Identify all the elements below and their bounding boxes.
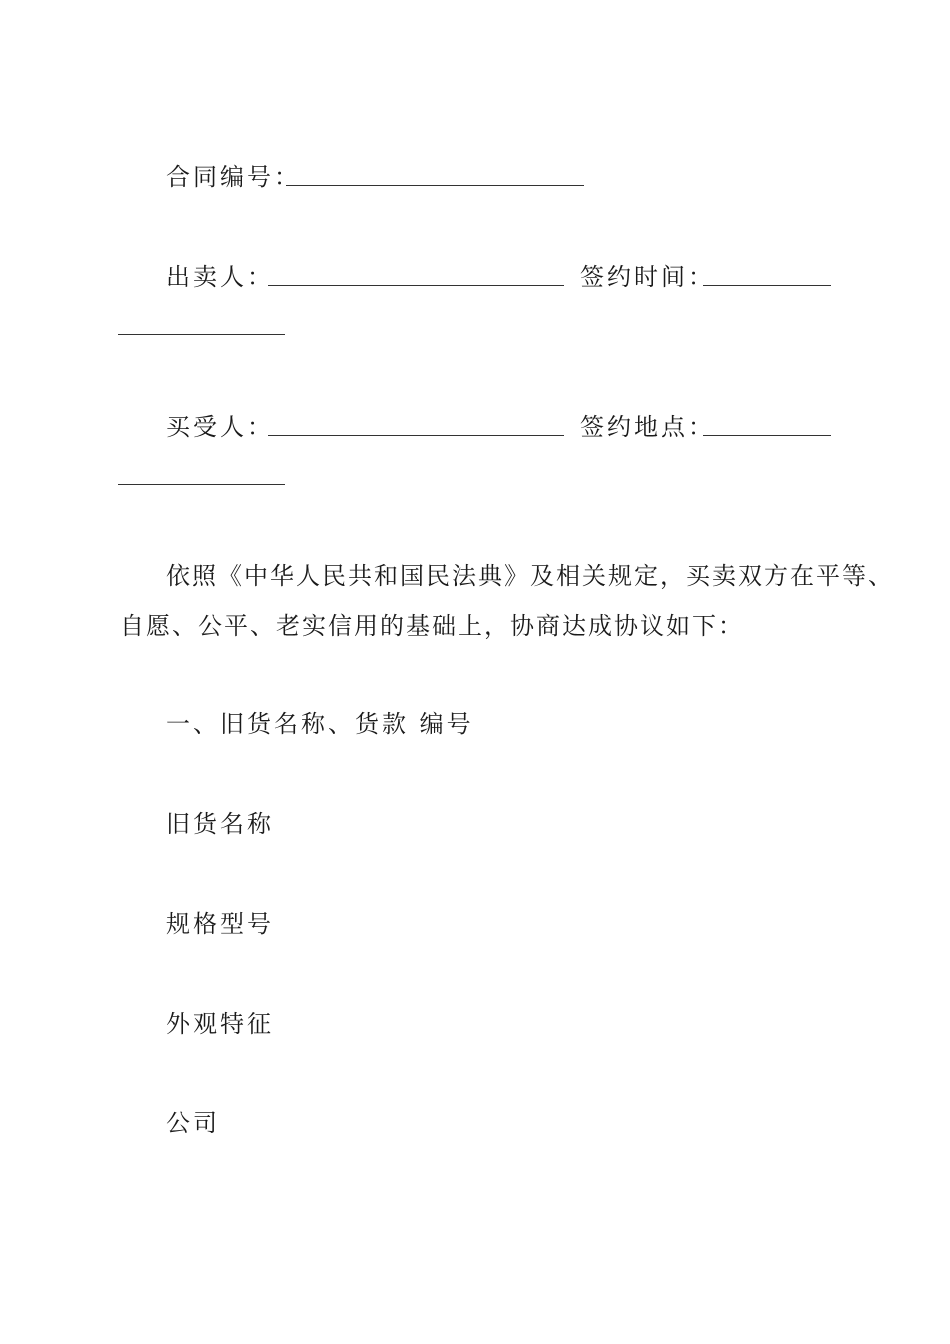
sign-place-blank-continued[interactable] bbox=[118, 484, 285, 485]
item-company-label: 公司 bbox=[166, 1109, 220, 1137]
sign-place-blank[interactable] bbox=[703, 435, 831, 436]
seller-blank[interactable] bbox=[268, 285, 564, 286]
buyer-blank[interactable] bbox=[268, 435, 564, 436]
sign-time-blank-continued[interactable] bbox=[118, 334, 285, 335]
item-name-label: 旧货名称 bbox=[166, 810, 274, 838]
buyer-label: 买受人： bbox=[166, 413, 274, 441]
intro-paragraph-line-2: 自愿、公平、老实信用的基础上，协商达成协议如下： bbox=[120, 612, 744, 640]
contract-number-blank[interactable] bbox=[286, 185, 584, 186]
item-spec-label: 规格型号 bbox=[166, 910, 274, 938]
seller-label: 出卖人： bbox=[166, 263, 274, 291]
item-appearance-label: 外观特征 bbox=[166, 1010, 274, 1038]
sign-time-label: 签约时间： bbox=[580, 263, 715, 291]
contract-number-label: 合同编号： bbox=[166, 163, 301, 191]
sign-place-label: 签约地点： bbox=[580, 413, 715, 441]
intro-paragraph-line-1: 依照《中华人民共和国民法典》及相关规定，买卖双方在平等、 bbox=[166, 562, 894, 590]
sign-time-blank[interactable] bbox=[703, 285, 831, 286]
section-1-heading: 一、旧货名称、货款 编号 bbox=[166, 710, 474, 738]
